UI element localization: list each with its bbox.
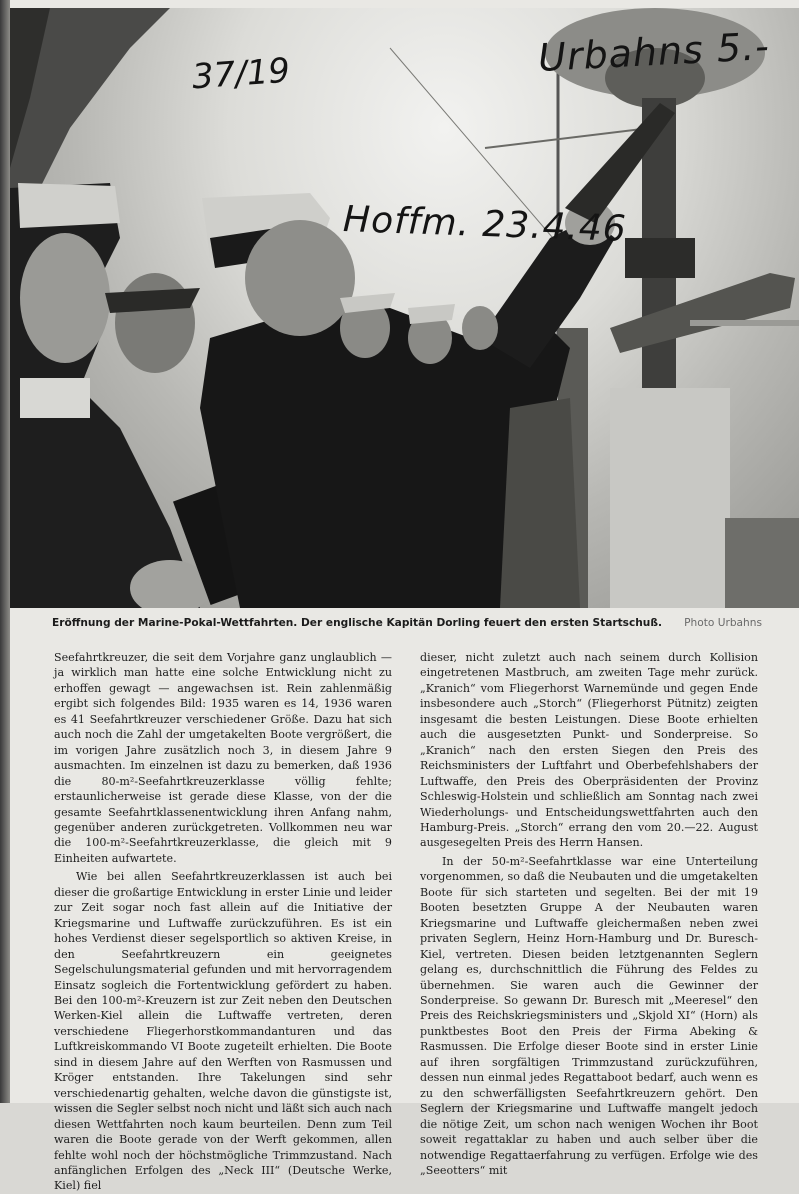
officer-left-face — [20, 233, 110, 363]
officer-left-collar — [20, 378, 90, 418]
pole-fitting — [625, 238, 695, 278]
photograph — [10, 8, 799, 608]
photo-credit: Photo Urbahns — [684, 617, 762, 629]
handwritten-date: Hoffm. 23.4.46 — [342, 199, 628, 250]
handwritten-price: Urbahns 5.- — [537, 23, 771, 81]
article-column-right — [420, 650, 758, 1178]
photo-caption: Eröffnung der Marine-Pokal-Wettfahrten. Der englische Kapitän Dorling feuert den ersten Startschuß. — [52, 617, 662, 629]
officer-left-cap — [18, 183, 120, 228]
paragraph: Seefahrtkreuzer, die seit dem Vorjahre ganz unglaublich — ja wirklich man hatte eine solche Entwicklung nicht zu erhoffen gewagt — angewachsen ist. Rein zahlenmäßig ergibt sich folgendes Bild: 1935 waren es 14, 1936 waren es 41 Seefahrtkreuzer verschiedener Größe. Dazu hat sich auch noch die Zahl der umgetakelten Boote vergrößert, die im vorigen Jahre zusätzlich noch 3, in diesem Jahre 9 ausmachten. Im einzelnen ist dazu zu bemerken, daß 1936 die 80-m²-Seefahrtkreuzerklasse völlig fehlte; erstaunlicherweise ist gerade diese Klasse, von der die gesamte Seefahrtklassenentwicklung ihren Anfang nahm, gegenüber anderen zurückgetreten. Vollkommen neu war die 100-m²-Seefahrtkreuzerklasse, die gleich mit 9 Einheiten aufwartete. — [54, 651, 392, 865]
handwritten-number: 37/19 — [190, 50, 292, 98]
caption-row — [52, 617, 762, 637]
photo-illustration — [10, 8, 799, 608]
spectators-shape — [725, 518, 799, 608]
man-right-silhouette — [500, 398, 580, 608]
officer-bg-face — [462, 306, 498, 350]
paragraph: dieser, nicht zuletzt auch nach seinem durch Kollision eingetretenen Mastbruch, am zweiten Tage mehr zurück. „Kranich“ vom Fliegerhorst Warnemünde und gegen Ende insbesondere auch „Storch“ (Fliegerhorst Pütnitz) zeigten insgesamt die besten Leistungen. Diese Boote erhielten auch die ausgesetzten Punkt- und Sonderpreise. So „Kranich“ nach den ersten Siegen den Preis des Reichsministers der Luftfahrt und Oberbefehlshabers der Luftwaffe, den Preis des Oberpräsidenten der Provinz Schleswig-Holstein und schließlich am Sonntag nach zwei Wiederholungs- und Entscheidungswettfahrten auch den Hamburg-Preis. „Storch“ errang den vom 20.—22. August ausgesegelten Preis des Herrn Hansen. — [420, 651, 758, 850]
deck-structure — [610, 388, 730, 608]
page-edge — [0, 0, 10, 1103]
article-column-left — [54, 650, 392, 1194]
horn-shape — [610, 273, 795, 353]
paragraph: In der 50-m²-Seefahrtklasse war eine Unterteilung vorgenommen, so daß die Neubauten und die umgetakelten Boote für sich starteten und segelten. Bei der mit 19 Booten besetzten Gruppe A der Neubauten waren Kriegsmarine und Luftwaffe gleichermaßen neben zwei privaten Seglern, Heinz Horn-Hamburg und Dr. Buresch-Kiel, vertreten. Diesen beiden letztgenannten Seglern gelang es, durchschnittlich die Führung des Feldes zu übernehmen. Sie waren auch die Gewinner der Sonderpreise. So gewann Dr. Buresch mit „Meeresel“ den Preis des Reichskriegsministers und „Skjold XI“ (Horn) als punktbestes Boot den Preis der Firma Abeking & Rasmussen. Die Erfolge dieser Boote sind in erster Linie auf ihren sorgfältigen Trimmzustand zurückzuführen, dessen nun einmal jedes Regattaboot bedarf, auch wenn es zu den schwerfälligsten Seefahrtkreuzern gehört. Den Seglern der Kriegsmarine und Luftwaffe mangelt jedoch die nötige Zeit, um schon nach wenigen Wochen ihr Boot soweit regattaklar zu haben und auch selber über die notwendige Regattaerfahrung zu verfügen. Erfolge wie des „Seeotters“ mit — [420, 854, 758, 1177]
sailor-face — [115, 273, 195, 373]
horizon-line — [690, 320, 799, 326]
paragraph: Wie bei allen Seefahrtkreuzerklassen ist auch bei dieser die großartige Entwicklung in erster Linie und leider zur Zeit sogar noch fast allein auf die Initiative der Kriegsmarine und Luftwaffe zurückzuführen. Es ist ein hohes Verdienst dieser segelsportlich so aktiven Kreise, in den Seefahrtkreuzern ein geeignetes Segelschulungsmaterial gefunden und mit hervorragendem Einsatz sogleich die Fortentwicklung gefördert zu haben. Bei den 100-m²-Kreuzern ist zur Zeit neben den Deutschen Werken-Kiel allein die Luftwaffe vertreten, deren verschiedene Fliegerhorstkommandanturen und das Luftkreiskommando VI Boote zugeteilt erhielten. Die Boote sind in diesem Jahre auf den Werften von Rasmussen und Kröger entstanden. Ihre Takelungen sind sehr verschiedenartig gehalten, welche davon die günstigste ist, wissen die Segler selbst noch nicht und läßt sich auch nach diesen Wettfahrten noch kaum beurteilen. Denn zum Teil waren die Boote gerade von der Werft gekommen, allen fehlte wohl noch der höchstmögliche Trimmzustand. Nach anfänglichen Erfolgen des „Neck III“ (Deutsche Werke, Kiel) fiel — [54, 870, 392, 1193]
officer-bg-cap — [408, 304, 455, 324]
captain-face — [245, 220, 355, 336]
